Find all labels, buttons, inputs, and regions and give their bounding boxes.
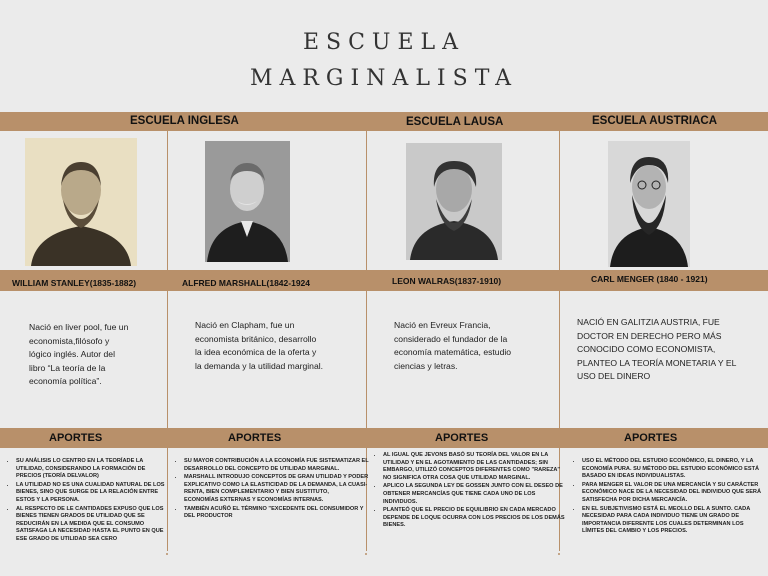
person-name-leon-walras: LEON WALRAS(1837-1910) [392, 276, 502, 286]
contribution-item: • MARSHALL INTRODUJO CONCEPTOS DE GRAN UTILIDAD Y PODER EXPLICATIVO COMO LA ELASTICIDAD DE LA DEMANDA, LA CUASI-RENTA, BIEN COMPLEMENTARIO Y BIEN SUSTITUTO, ECONOMÍAS EXTERNAS Y ECONOMÍAS INTERNAS. [184, 474, 370, 504]
contribution-item: • PLANTEÓ QUE EL PRECIO DE EQUILIBRIO EN CADA MERCADO DEPENDE DE LOQUE OCURRA CON LOS PRECIOS DE LOS DEMÁS BIENES. [383, 507, 565, 530]
portrait-leon-walras-image [406, 143, 502, 260]
bio-alfred-marshall: Nació en Clapham, fue un economista británico, desarrollo la idea económica de la oferta y la demanda y la utilidad marginal. [195, 320, 324, 371]
contribution-item: • LA UTILIDAD NO ES UNA CUALIDAD NATURAL DE LOS BIENES, SINO QUE SURGE DE LA RELACIÓN ENTRE ESTOS Y LA PERSONA. [16, 482, 166, 505]
portrait-alfred-marshall-image [205, 141, 290, 262]
aportes-heading: APORTES [624, 432, 678, 444]
aportes-heading: APORTES [49, 432, 103, 444]
title-line-2: MARGINALISTA [249, 66, 519, 91]
aportes-heading: APORTES [435, 432, 489, 444]
contributions-list-william-stanley [6, 458, 166, 545]
contribution-item: • AL IGUAL QUE JEVONS BASÓ SU TEORÍA DEL VALOR EN LA UTILIDAD Y EN EL AGOTAMIENTO DE LAS CANTIDADES; SIN EMBARGO, UTILIZÓ CONCEPTOS DIFERENTES COMO "RAREZA" NO SIGNIFICA OTRA COSA QUE UTILIDAD MARGINAL. [383, 452, 565, 482]
contribution-item: • TAMBIÉN ACUÑÓ EL TÉRMINO "EXCEDENTE DEL CONSUMIDOR Y DEL PRODUCTOR [184, 506, 370, 521]
person-name-william-stanley: WILLIAM STANLEY(1835-1882) [12, 278, 137, 288]
title-line-1: ESCUELA [302, 30, 466, 55]
bio-william-stanley: Nació en liver pool, fue un economista,filósofo y lógico inglés. Autor del libro “La teoría de la economía política”. [29, 322, 129, 386]
bio-leon-walras: Nació en Evreux Francia, considerado el fundador de la economía matemática, estudio ciencias y letras. [394, 320, 512, 371]
divider-end-dot [558, 553, 560, 555]
portrait-william-stanley-image [25, 138, 137, 266]
school-lausa-heading: ESCUELA LAUSA [406, 116, 504, 128]
aportes-heading: APORTES [228, 432, 282, 444]
person-name-alfred-marshall: ALFRED MARSHALL(1842-1924 [182, 278, 310, 288]
contribution-item: • PARA MENGER EL VALOR DE UNA MERCANCÍA Y SU CARÁCTER ECONÓMICO NACE DE LA NECESIDAD DEL INDIVIDUO QUE SERÁ SATISFECHA POR DICHA MERCANCÍA. [582, 482, 766, 505]
contribution-item: • AL RESPECTO DE LE CANTIDADES EXPUSO QUE LOS BIENES TIENEN GRADOS DE UTILIDAD QUE SE REDUCIRÁN EN LA MEDIDA QUE EL CONSUMO SATISFAGA LA NECESIDAD HASTA EL PUNTO EN QUE ESE GRADO DE UTILIDAD SEA CERO [16, 506, 166, 544]
person-name-carl-menger: CARL MENGER (1840 - 1921) [591, 274, 708, 284]
divider-end-dot [365, 553, 367, 555]
contribution-item: • SU ANÁLISIS LO CENTRO EN LA TEORÍADE LA UTILIDAD, CONSIDERANDO LA FORMACIÓN DE PRECIOS (TEORÍA DELVALOR) [16, 458, 166, 481]
contributions-list-alfred-marshall [174, 458, 370, 522]
portrait-carl-menger-image [608, 141, 690, 267]
contribution-item: • EN EL SUBJETIVISMO ESTÁ EL MEOLLO DEL A SUNTO. CADA NECESIDAD PARA CADA INDIVIDUO TIENE UN GRADO DE IMPORTANCIA DIFERENTE LOS CUALES DETERMINAN LOS LÍMITES DEL CAMBIO Y LOS PRECIOS. [582, 506, 766, 536]
contributions-list-carl-menger [572, 458, 766, 537]
contribution-item: • APLICO LA SEGUNDA LEY DE GOSSEN JUNTO CON EL DESEO DE OBTENER MERCANCÍAS QUE TIENE CADA UNO DE LOS INDIVIDUOS. [383, 483, 565, 506]
contribution-item: • USO EL MÉTODO DEL ESTUDIO ECONÓMICO, EL DINERO, Y LA ECONOMÍA PURA. SU MÉTODO DEL ESTUDIO ECONÓMICO ESTÁ BASADO EN IDEAS INDIVIDUALISTAS. [582, 458, 766, 481]
column-divider [167, 131, 168, 551]
divider-end-dot [166, 553, 168, 555]
school-austriaca-heading: ESCUELA AUSTRIACA [592, 115, 718, 127]
bio-carl-menger: NACIÓ EN GALITZIA AUSTRIA, FUE DOCTOR EN DERECHO PERO MÁS CONOCIDO COMO ECONOMISTA, PLANTEO LA TEORÍA MONETARIA Y EL USO DEL DINERO [577, 317, 737, 381]
school-inglesa-heading: ESCUELA INGLESA [130, 115, 239, 127]
contribution-item: • SU MAYOR CONTRIBUCIÓN A LA ECONOMÍA FUE SISTEMATIZAR EL DESARROLLO DEL CONCEPTO DE UTILIDAD MARGINAL. [184, 458, 370, 473]
contributions-list-leon-walras [373, 452, 565, 531]
